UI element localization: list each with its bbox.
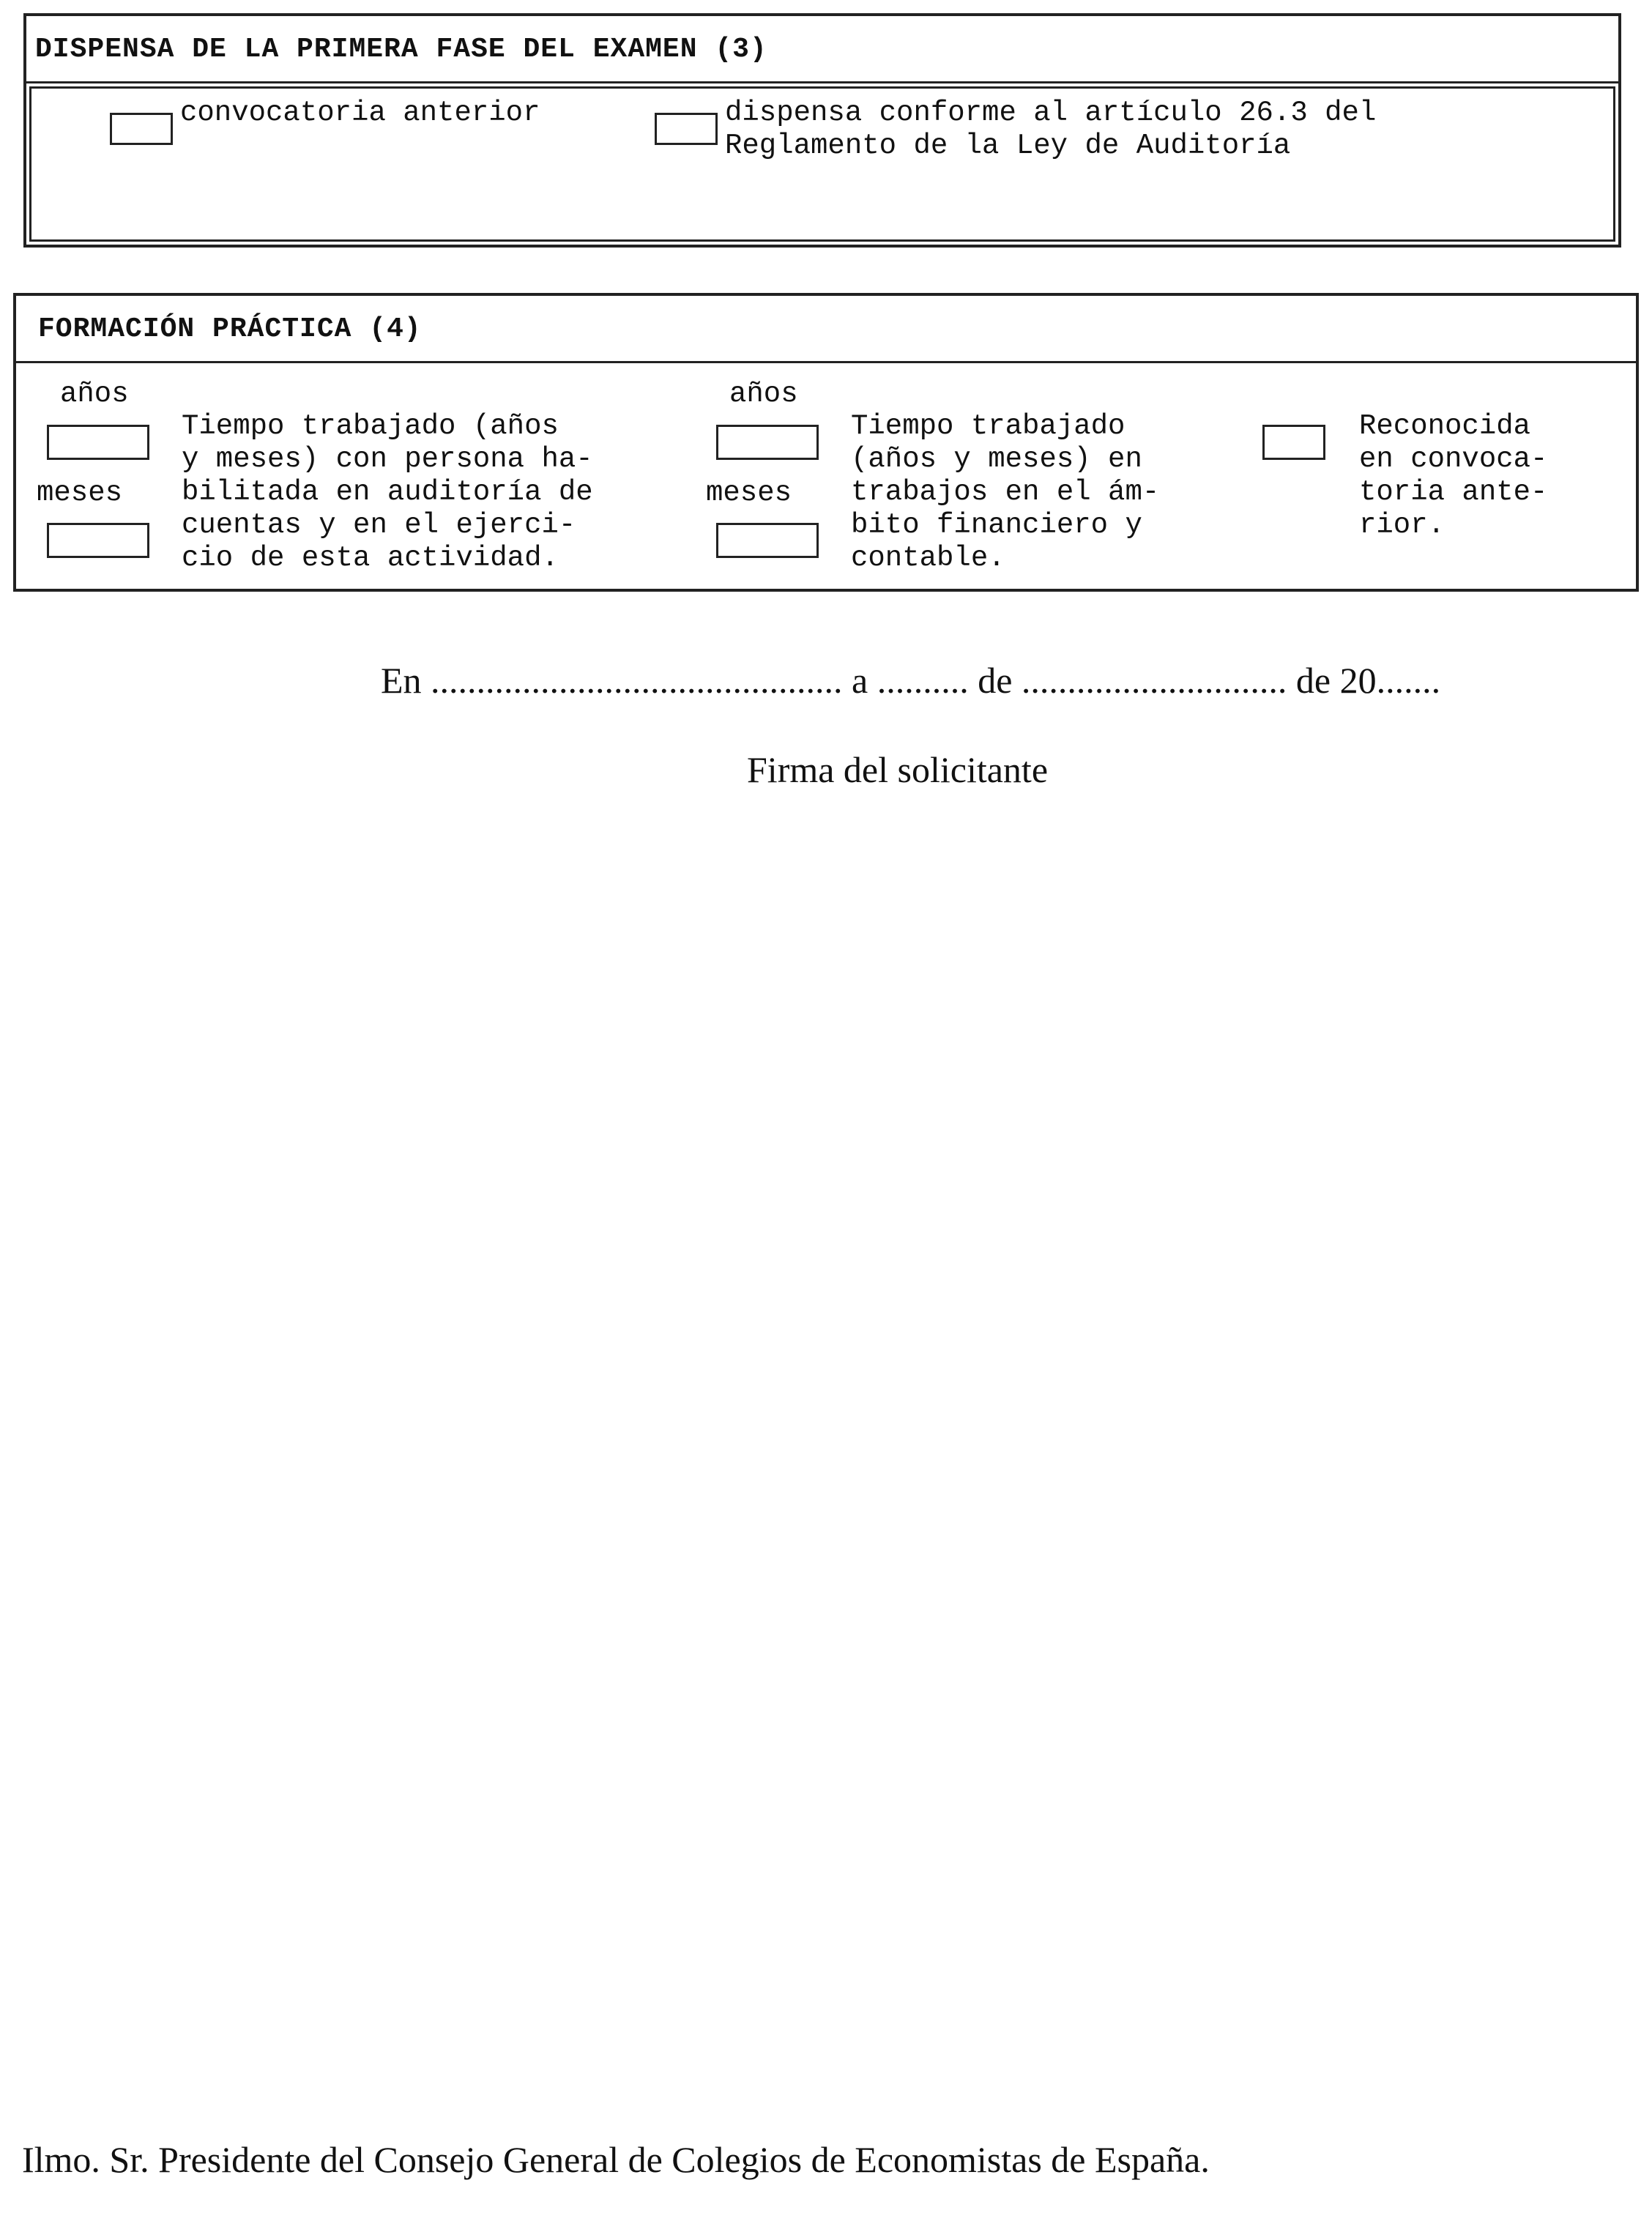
col2-months-label: meses	[706, 477, 792, 509]
col3-desc-line4: rior.	[1359, 509, 1446, 541]
checkbox-dispensa-articulo[interactable]	[655, 113, 718, 145]
col1-years-input[interactable]	[47, 425, 149, 460]
option-convocatoria-anterior-label: convocatoria anterior	[180, 97, 540, 129]
section-dispensa	[23, 13, 1621, 248]
col1-desc-line1: Tiempo trabajado (años	[182, 410, 559, 442]
col1-desc-line3: bilitada en auditoría de	[182, 476, 593, 508]
section-formacion-title: FORMACIÓN PRÁCTICA (4)	[38, 313, 422, 345]
col2-months-input[interactable]	[716, 523, 819, 558]
section-formacion-header	[16, 296, 1636, 363]
addressee-line: Ilmo. Sr. Presidente del Consejo General de Colegios de Economistas de España.	[22, 2139, 1210, 2180]
col3-desc-line1: Reconocida	[1359, 410, 1531, 442]
section-formacion-practica	[13, 293, 1639, 592]
col2-desc-line5: contable.	[851, 542, 1005, 574]
col1-months-input[interactable]	[47, 523, 149, 558]
col1-months-label: meses	[37, 477, 123, 509]
col2-desc-line1: Tiempo trabajado	[851, 410, 1125, 442]
section-dispensa-header	[26, 16, 1618, 83]
place-date-line: En ............................................. a .......... de ............................. de 20.......	[381, 660, 1441, 701]
checkbox-convocatoria-anterior[interactable]	[110, 113, 173, 145]
col2-desc-line2: (años y meses) en	[851, 443, 1142, 475]
option-dispensa-line1: dispensa conforme al artículo 26.3 del	[725, 97, 1377, 129]
section-dispensa-title: DISPENSA DE LA PRIMERA FASE DEL EXAMEN (3)	[35, 34, 767, 65]
col2-desc-line4: bito financiero y	[851, 509, 1142, 541]
col3-reconocida-checkbox[interactable]	[1262, 425, 1325, 460]
option-dispensa-line2: Reglamento de la Ley de Auditoría	[725, 130, 1291, 162]
col1-desc-line5: cio de esta actividad.	[182, 542, 559, 574]
col1-desc-line2: y meses) con persona ha-	[182, 443, 593, 475]
signature-label: Firma del solicitante	[747, 749, 1049, 790]
col3-desc-line3: toria ante-	[1359, 476, 1548, 508]
col2-desc-line3: trabajos en el ám-	[851, 476, 1160, 508]
col2-years-label: años	[729, 378, 798, 410]
col1-desc-line4: cuentas y en el ejerci-	[182, 509, 576, 541]
col2-years-input[interactable]	[716, 425, 819, 460]
col1-years-label: años	[60, 378, 129, 410]
col3-desc-line2: en convoca-	[1359, 443, 1548, 475]
